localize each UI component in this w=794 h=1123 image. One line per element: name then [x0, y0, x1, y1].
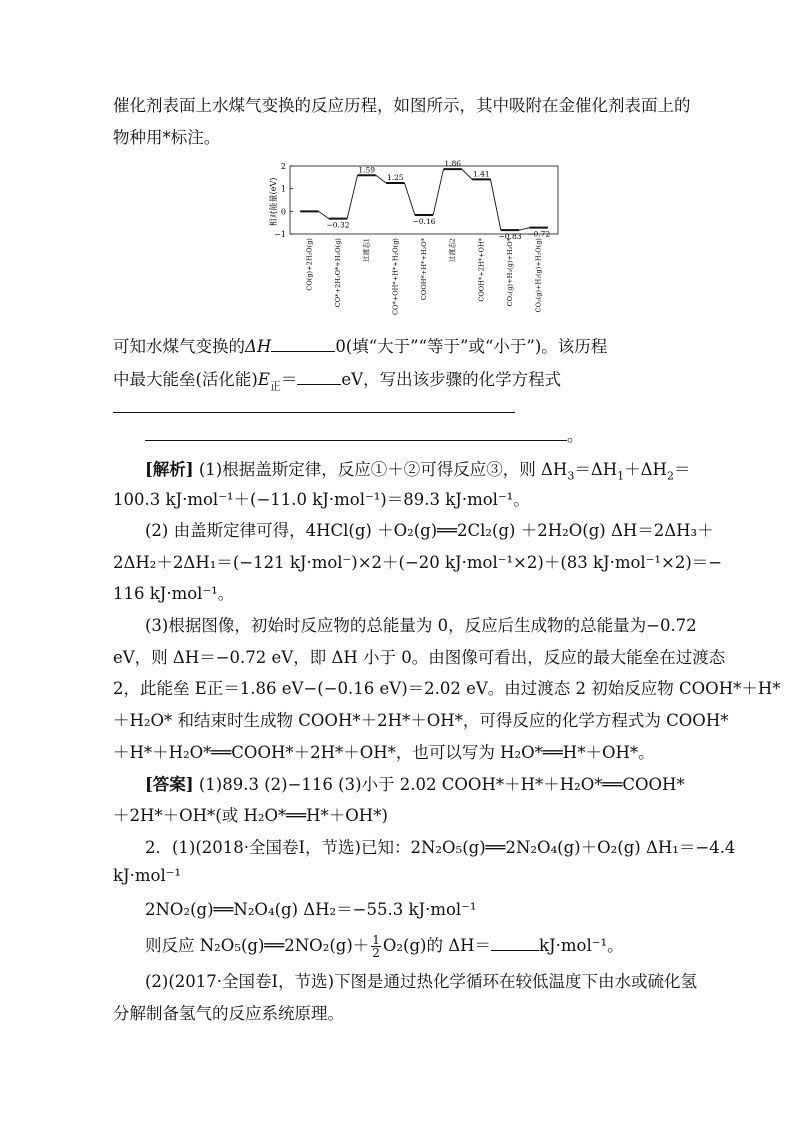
connector-line: [491, 179, 501, 230]
intro-line-2: 物种用*标注。: [113, 128, 221, 147]
q2-text-4a: 则反应 N₂O₅(g)══2NO₂(g)＋: [145, 936, 370, 955]
energy-profile-chart: [262, 160, 582, 335]
data-label: 1.25: [386, 173, 404, 182]
answer-blank-delta-h[interactable]: [271, 337, 335, 352]
q2-line-1: 2．(1)(2018·全国卷Ⅰ，节选)已知：2N₂O₅(g)══2N₂O₄(g)＋O₂(g) ΔH₁＝−4.4: [145, 838, 736, 857]
question-delta-h: ΔH: [245, 337, 272, 356]
analysis-p1a: (1)根据盖斯定律，反应①＋②可得反应③，则 ΔH: [198, 460, 568, 479]
answer-line-2: ＋2H*＋OH*(或 H₂O*══H*＋OH*): [113, 806, 388, 825]
analysis-line-4: 2ΔH₂＋2ΔH₁＝(−121 kJ·mol⁻)×2＋(−20 kJ·mol⁻¹×2)＋(83 kJ·mol⁻¹×2)＝−: [113, 553, 723, 572]
analysis-tag: [解析]: [145, 460, 194, 479]
q2-line-4: [145, 934, 624, 959]
q2-text-4c: kJ·mol⁻¹。: [539, 936, 624, 955]
question-line-2: [113, 370, 562, 393]
connector-line: [319, 211, 329, 218]
data-label: −0.32: [326, 220, 350, 230]
fraction-half: [371, 934, 381, 959]
analysis-line-7: eV，则 ΔH＝−0.72 eV，即 ΔH 小于 0。由图像可看出，反应的最大能垒在过渡态: [113, 648, 726, 667]
chart-axes: [274, 162, 558, 242]
question-line-4: [145, 426, 584, 446]
x-tick-label: COOH*+H*+H₂O*: [420, 238, 428, 301]
x-tick-label: CO*+OH*+H*+H₂O(g): [391, 238, 400, 315]
answer-blank-equation-2[interactable]: [145, 426, 567, 441]
connector-line: [405, 183, 415, 215]
answer-text-1: (1)89.3 (2)−116 (3)小于 2.02 COOH*＋H*＋H₂O*══COOH*: [198, 775, 685, 794]
analysis-line-6: (3)根据图像，初始时反应物的总能量为 0，反应后生成物的总能量为−0.72: [145, 616, 697, 635]
x-tick-label: CO₂(g)+H₂(g)+H₂O*: [506, 238, 514, 307]
analysis-line-1: [解析] (1)根据盖斯定律，反应①＋②可得反应③，则 $\Delta H_3=\Delta H_1+\Delta H_2=$: [145, 460, 691, 483]
x-tick-label: 过渡态1: [362, 238, 371, 262]
y-tick-label: 0: [280, 207, 286, 217]
answer-blank-energy[interactable]: [297, 370, 341, 385]
answer-blank-q2[interactable]: [491, 936, 539, 951]
x-tick-label: CO₂(g)+H₂(g)+H₂O(g): [534, 238, 543, 313]
y-tick-label: 2: [280, 162, 286, 171]
analysis-p1c: ＋ΔH: [624, 460, 667, 479]
connector-line: [462, 169, 472, 179]
q2-line-5: (2)(2017·全国卷Ⅰ，节选)下图是通过热化学循环在较低温度下由水或硫化氢: [145, 972, 698, 991]
analysis-p1d: ＝: [673, 460, 691, 479]
question-text-2a: 中最大能垒(活化能): [113, 370, 258, 389]
x-tick-label: CO(g)+2H₂O(g): [305, 238, 314, 291]
question-e-symbol: E: [257, 370, 270, 389]
connector-line: [433, 169, 443, 215]
data-label: −0.16: [412, 216, 436, 226]
q2-line-3: 2NO₂(g)══N₂O₄(g) ΔH₂＝−55.3 kJ·mol⁻¹: [145, 900, 477, 919]
y-axis-label: 相对能量(eV): [269, 177, 278, 227]
question-end: 。: [567, 426, 584, 445]
analysis-p1b: ＝ΔH: [574, 460, 618, 479]
analysis-line-3: (2) 由盖斯定律可得，4HCl(g) ＋O₂(g)══2Cl₂(g) ＋2H₂O(g) ΔH＝2ΔH₃＋: [145, 521, 714, 540]
fraction-numerator: 1: [372, 933, 380, 947]
chart-marks: [300, 160, 550, 315]
fraction-denominator: 2: [372, 946, 380, 960]
intro-line-1: 催化剂表面上水煤气变换的反应历程，如图所示，其中吸附在金催化剂表面上的: [113, 96, 691, 115]
data-label: 1.59: [358, 165, 376, 175]
analysis-line-5: 116 kJ·mol⁻¹。: [113, 584, 235, 603]
y-tick-label: −1: [274, 230, 286, 239]
y-tick-label: 1: [280, 184, 286, 194]
connector-line: [347, 175, 357, 218]
question-line-1: [113, 337, 607, 357]
data-label: 1.41: [472, 169, 490, 179]
connector-line: [376, 175, 386, 183]
answer-tag: [答案]: [145, 775, 194, 794]
x-tick-label: COOH*+2H*+OH*: [477, 238, 486, 302]
question-text-1a: 可知水煤气变换的: [113, 337, 245, 356]
question-text-2e: eV，写出该步骤的化学方程式: [341, 370, 562, 389]
q2-line-2: kJ·mol⁻¹: [113, 866, 182, 885]
question-eq: ＝: [280, 370, 298, 389]
data-label: −0.72: [527, 229, 551, 239]
data-label: −0.83: [498, 232, 522, 242]
analysis-line-9: ＋H₂O* 和结束时生成物 COOH*＋2H*＋OH*，可得反应的化学方程式为 COOH*: [113, 711, 729, 730]
x-tick-label: CO*+2H₂O*+H₂O(g): [334, 238, 342, 308]
analysis-line-2: 100.3 kJ·mol⁻¹＋(−11.0 kJ·mol⁻¹)＝89.3 kJ·mol⁻¹。: [113, 490, 530, 509]
data-label: 1.86: [444, 160, 462, 169]
answer-blank-equation-1[interactable]: [113, 398, 515, 413]
analysis-line-8: 2，此能垒 E正＝1.86 eV−(−0.16 eV)＝2.02 eV。由过渡态 2 初始反应物 COOH*＋H*: [113, 679, 781, 698]
question-text-1c: 0(填“大于”“等于”或“小于”)。该历程: [335, 337, 608, 356]
answer-line-1: [145, 775, 685, 795]
q2-text-4b: O₂(g)的 ΔH＝: [382, 936, 492, 955]
question-e-sub: 正: [269, 379, 281, 393]
q2-line-6: 分解制备氢气的反应系统原理。: [113, 1004, 344, 1023]
analysis-line-10: ＋H*＋H₂O*══COOH*＋2H*＋OH*，也可以写为 H₂O*══H*＋OH*。: [113, 743, 655, 762]
x-tick-label: 过渡态2: [448, 238, 457, 262]
